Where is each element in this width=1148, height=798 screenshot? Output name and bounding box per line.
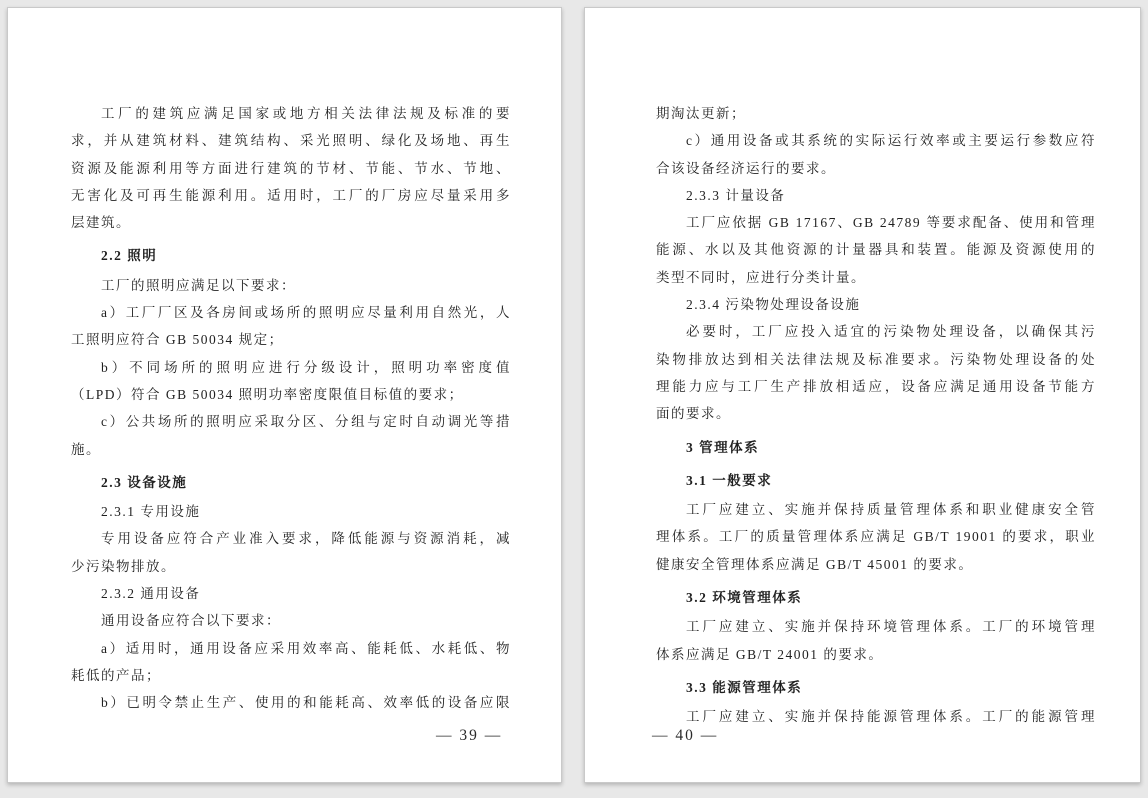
page-text xyxy=(656,100,1096,731)
text-line: 面的要求。 xyxy=(656,406,731,422)
text-line: 理体系。工厂的质量管理体系应满足 GB/T 19001 的要求，职业 xyxy=(656,529,1096,545)
section-heading-line: 2.3 设备设施 xyxy=(101,474,188,490)
text-line: 期淘汰更新； xyxy=(656,106,746,121)
section-heading-line: 3.1 一般要求 xyxy=(686,472,773,488)
text-line: 资源及能源利用等方面进行建筑的节材、节能、节水、节地、 xyxy=(71,160,511,176)
text-line: 无害化及可再生能源利用。适用时，工厂的厂房应尽量采用多 xyxy=(71,187,511,203)
text-line: 通用设备应符合以下要求： xyxy=(101,613,281,629)
text-line: 能源、水以及其他资源的计量器具和装置。能源及资源使用的 xyxy=(656,242,1096,258)
text-line: 工厂应建立、实施并保持环境管理体系。工厂的环境管理 xyxy=(686,619,1096,635)
text-line: 施。 xyxy=(71,441,101,457)
text-line: b）已明令禁止生产、使用的和能耗高、效率低的设备应限 xyxy=(101,695,511,711)
document-page-left xyxy=(7,7,562,783)
text-line: 2.3.4 污染物处理设备设施 xyxy=(686,297,861,313)
text-line: 工厂的建筑应满足国家或地方相关法律法规及标准的要 xyxy=(101,106,511,121)
page-number: — 40 — xyxy=(652,727,719,744)
text-line: 专用设备应符合产业准入要求，降低能源与资源消耗，减 xyxy=(101,531,511,547)
text-line: 工厂应依据 GB 17167、GB 24789 等要求配备、使用和管理 xyxy=(686,215,1096,231)
text-line: 类型不同时，应进行分类计量。 xyxy=(656,269,866,285)
text-line: 理能力应与工厂生产排放相适应，设备应满足通用设备节能方 xyxy=(656,378,1096,394)
text-line: （LPD）符合 GB 50034 照明功率密度限值目标值的要求； xyxy=(71,386,464,402)
text-line: 少污染物排放。 xyxy=(71,558,176,574)
text-line: c）公共场所的照明应采取分区、分组与定时自动调光等措 xyxy=(101,414,511,430)
text-line: 工厂的照明应满足以下要求： xyxy=(101,277,296,293)
page-number: — 39 — xyxy=(436,727,503,744)
text-line: 染物排放达到相关法律法规及标准要求。污染物处理设备的处 xyxy=(656,351,1096,367)
text-line: 体系应满足 GB/T 24001 的要求。 xyxy=(656,646,884,662)
text-line: 必要时，工厂应投入适宜的污染物处理设备，以确保其污 xyxy=(686,324,1096,340)
text-line: 2.3.1 专用设施 xyxy=(101,504,201,520)
text-line: 2.3.2 通用设备 xyxy=(101,586,201,602)
text-line: 健康安全管理体系应满足 GB/T 45001 的要求。 xyxy=(656,556,974,572)
text-line: a）适用时，通用设备应采用效率高、能耗低、水耗低、物 xyxy=(101,640,511,656)
text-line: 工厂应建立、实施并保持质量管理体系和职业健康安全管 xyxy=(686,502,1096,518)
text-line: 耗低的产品； xyxy=(71,667,161,683)
text-line: c）通用设备或其系统的实际运行效率或主要运行参数应符 xyxy=(686,133,1096,149)
section-heading-line: 3 管理体系 xyxy=(686,439,760,455)
text-line: 工厂应建立、实施并保持能源管理体系。工厂的能源管理 xyxy=(686,709,1096,725)
text-line: 层建筑。 xyxy=(71,215,131,231)
text-line: 求，并从建筑材料、建筑结构、采光照明、绿化及场地、再生 xyxy=(71,133,511,149)
section-heading-line: 3.3 能源管理体系 xyxy=(686,679,803,695)
section-heading-line: 3.2 环境管理体系 xyxy=(686,590,803,606)
text-line: 工照明应符合 GB 50034 规定； xyxy=(71,332,284,348)
document-page-right xyxy=(584,7,1141,783)
text-line: b）不同场所的照明应进行分级设计，照明功率密度值 xyxy=(101,359,511,375)
text-line: 2.3.3 计量设备 xyxy=(686,187,786,203)
page-text xyxy=(71,100,511,717)
text-line: a）工厂厂区及各房间或场所的照明应尽量利用自然光，人 xyxy=(101,305,511,321)
section-heading-line: 2.2 照明 xyxy=(101,248,158,264)
text-line: 合该设备经济运行的要求。 xyxy=(656,160,836,176)
